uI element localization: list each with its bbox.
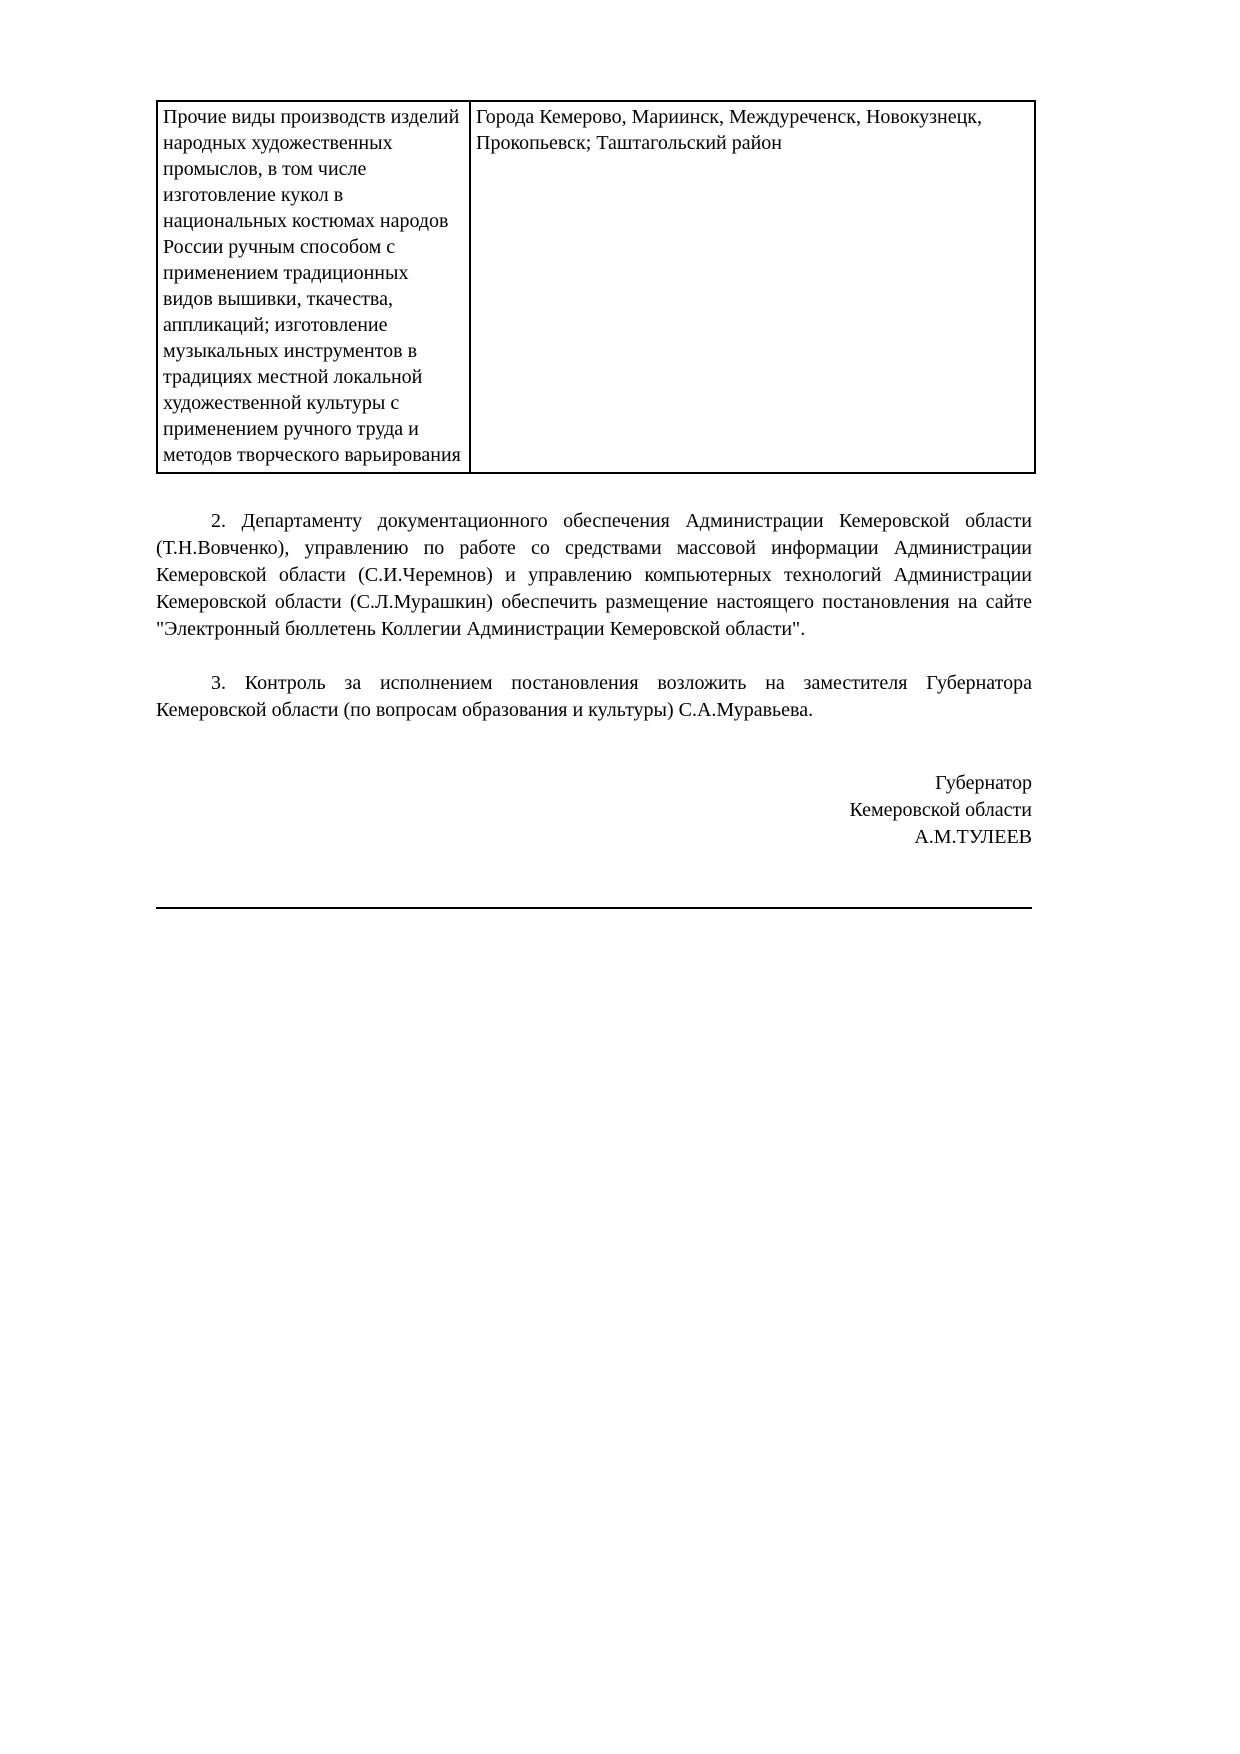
table-row [157,101,1035,473]
craft-types-table [156,100,1036,474]
bottom-divider [156,907,1032,909]
signature-block [156,770,1032,851]
table-cell-locations: Города Кемерово, Мариинск, Междуреченск, Новокузнецк, Прокопьевск; Таштагольский район [470,101,1035,473]
signature-region: Кемеровской области [849,799,1032,821]
paragraph-2: 2. Департаменту документационного обеспечения Администрации Кемеровской области (Т.Н.Вовченко), управлению по работе со средствами массовой информации Администрации Кемеровской области (С.И.Черемнов) и управлению компьютерных технологий Администрации Кемеровской области (С.Л.Мурашкин) обеспечить размещение настоящего постановления на сайте "Электронный бюллетень Коллегии Администрации Кемеровской области". [156,510,1032,640]
signature-title: Губернатор [935,772,1032,794]
paragraph-3: 3. Контроль за исполнением постановления возложить на заместителя Губернатора Кемеровской области (по вопросам образования и культуры) С.А.Муравьева. [156,672,1032,721]
document-page [156,100,1032,909]
table-cell-craft-type: Прочие виды производств изделий народных художественных промыслов, в том числе изготовление кукол в национальных костюмах народов России ручным способом с применением традиционных видов вышивки, ткачества, аппликаций; изготовление музыкальных инструментов в традициях местной локальной художественной культуры с применением ручного труда и методов творческого варьирования [157,101,470,473]
signature-name: А.М.ТУЛЕЕВ [914,826,1032,848]
